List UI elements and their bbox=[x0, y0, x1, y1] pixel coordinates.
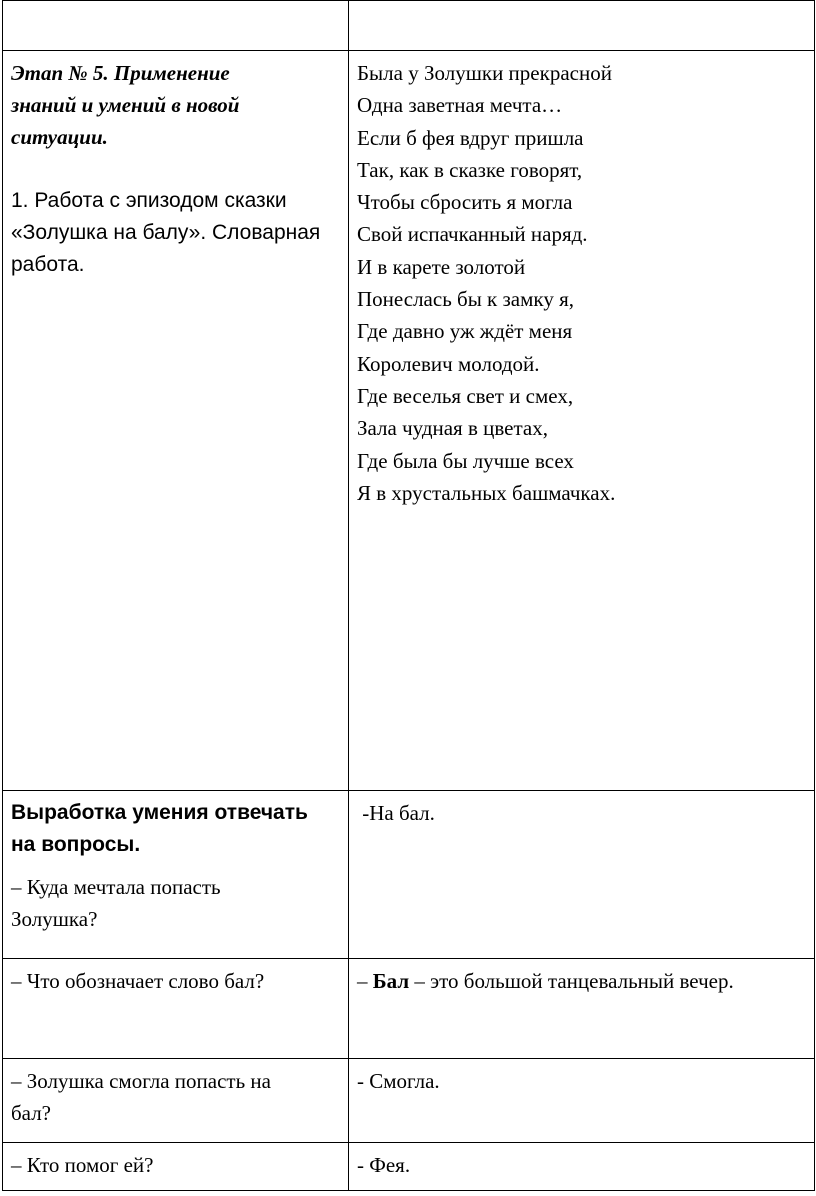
cell-empty-left bbox=[3, 1, 349, 51]
cell-answer bbox=[349, 791, 815, 959]
question-line: – Что обозначает слово бал? bbox=[11, 969, 265, 993]
poem-line: Я в хрустальных башмачках. bbox=[357, 480, 616, 505]
answer-text: - Смогла. bbox=[357, 1069, 440, 1093]
stage-title-line: знаний и умений в новой bbox=[11, 93, 240, 117]
poem-line: Где веселья свет и смех, bbox=[357, 383, 574, 408]
question-line: – Куда мечтала попасть bbox=[11, 875, 221, 899]
cell-question bbox=[3, 959, 349, 1059]
table-row-empty bbox=[3, 1, 815, 51]
task-line: 1. Работа с эпизодом сказки bbox=[11, 189, 287, 212]
table-row-meaning bbox=[3, 959, 815, 1059]
stage-title-line: Этап № 5. Применение bbox=[11, 61, 230, 85]
poem-line: И в карете золотой bbox=[357, 254, 526, 279]
poem-line: Где была бы лучше всех bbox=[357, 448, 574, 473]
heading-line: на вопросы. bbox=[11, 833, 141, 856]
cell-poem bbox=[349, 51, 815, 791]
table-row-could-attend bbox=[3, 1059, 815, 1143]
poem-line: Чтобы сбросить я могла bbox=[357, 190, 573, 215]
cell-answer bbox=[349, 959, 815, 1059]
cell-answer bbox=[349, 1059, 815, 1143]
answer-term: Бал bbox=[372, 969, 410, 993]
task-line: работа. bbox=[11, 253, 85, 276]
cell-answer bbox=[349, 1143, 815, 1191]
cell-empty-right bbox=[349, 1, 815, 51]
poem-line: Где давно уж ждёт меня bbox=[357, 319, 573, 344]
task-line: «Золушка на балу». Словарная bbox=[11, 221, 321, 244]
question-line: Золушка? bbox=[11, 907, 98, 931]
heading-line: Выработка умения отвечать bbox=[11, 801, 308, 824]
poem-line: Одна заветная мечта… bbox=[357, 93, 563, 118]
poem-line: Зала чудная в цветах, bbox=[357, 416, 548, 441]
answer-text: -На бал. bbox=[357, 801, 435, 825]
answer-definition: – это большой танцевальный вечер. bbox=[409, 969, 734, 993]
table-row-answering bbox=[3, 791, 815, 959]
poem-line: Если б фея вдруг пришла bbox=[357, 125, 584, 150]
cell-question bbox=[3, 1059, 349, 1143]
cell-stage-description bbox=[3, 51, 349, 791]
poem-line: Понеслась бы к замку я, bbox=[357, 287, 574, 312]
cell-answering-heading bbox=[3, 791, 349, 959]
poem-line: Свой испачканный наряд. bbox=[357, 222, 588, 247]
poem-line: Королевич молодой. bbox=[357, 351, 540, 376]
poem-line: Так, как в сказке говорят, bbox=[357, 157, 583, 182]
question-line: бал? bbox=[11, 1101, 51, 1125]
table-row-stage-5 bbox=[3, 51, 815, 791]
table-row-helper bbox=[3, 1143, 815, 1191]
question-line: – Кто помог ей? bbox=[11, 1153, 154, 1177]
answer-prefix: – bbox=[357, 969, 373, 993]
answer-text: - Фея. bbox=[357, 1153, 411, 1177]
poem-line: Была у Золушки прекрасной bbox=[357, 61, 612, 85]
stage-title-line: ситуации. bbox=[11, 125, 108, 149]
answer-text bbox=[357, 965, 806, 997]
question-line: – Золушка смогла попасть на bbox=[11, 1069, 271, 1093]
cell-question bbox=[3, 1143, 349, 1191]
lesson-table bbox=[2, 0, 815, 1191]
